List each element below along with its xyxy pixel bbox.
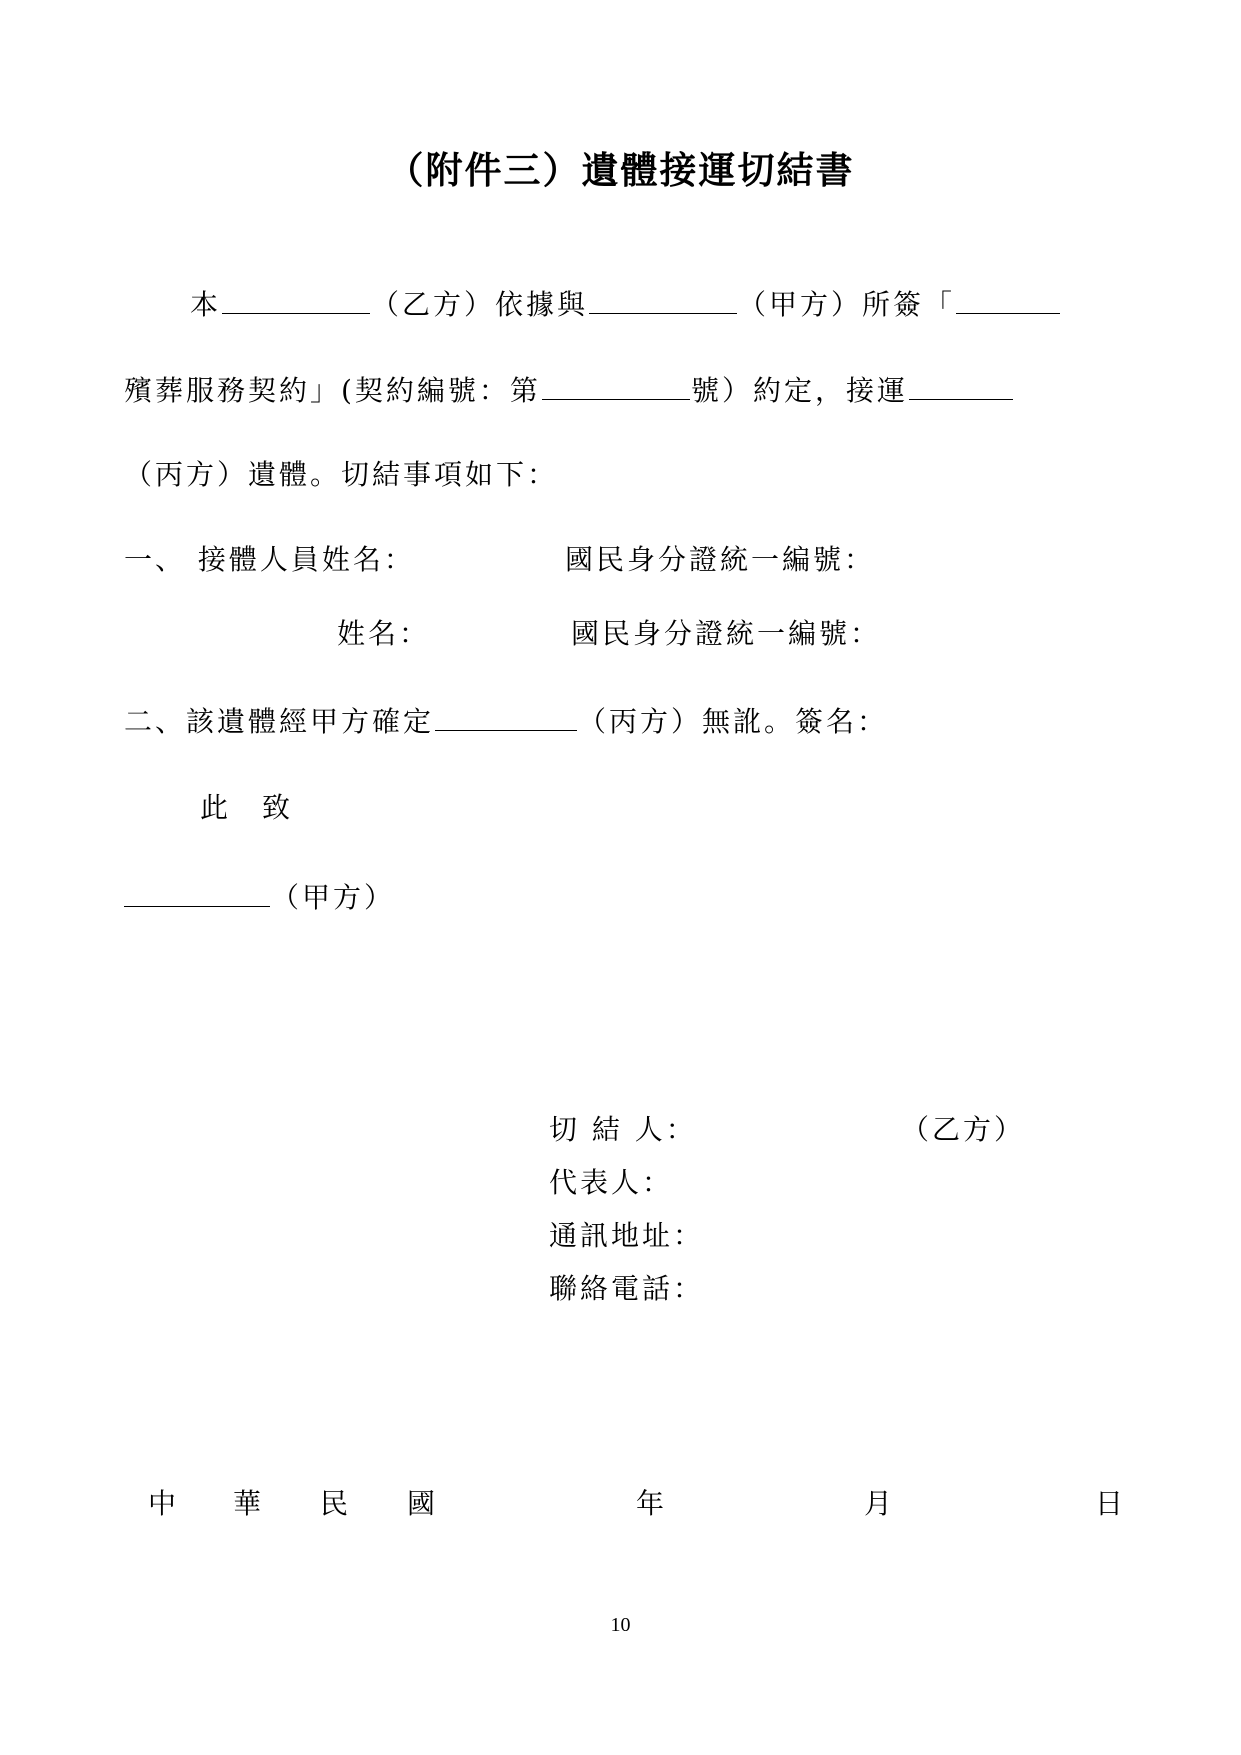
- item1-name2-label: 姓名：: [337, 617, 431, 650]
- declarant-party: （乙方）: [901, 1113, 1026, 1146]
- para1-text-1: 本: [190, 288, 222, 321]
- paragraph-line-3: [124, 455, 558, 495]
- item1-id2-label: 國民身分證統一編號：: [571, 617, 882, 650]
- paragraph-line-1: [190, 283, 1061, 325]
- declarant-label: 切 結 人：: [549, 1113, 697, 1146]
- closing-recipient: （甲方）: [271, 881, 396, 914]
- item1-id-number-label: 國民身分證統一編號：: [565, 543, 876, 576]
- item2-line: [124, 700, 888, 742]
- closing-salutation: 此 致: [200, 791, 294, 824]
- blank-contract-name[interactable]: [956, 283, 1060, 314]
- representative-label: 代表人：: [549, 1166, 674, 1199]
- blank-contract-number[interactable]: [542, 369, 690, 400]
- blank-party-a[interactable]: [589, 283, 737, 314]
- date-char-2: 華: [233, 1487, 262, 1520]
- para2-text-2: 號）約定，接運: [690, 374, 908, 407]
- date-char-3: 民: [320, 1487, 349, 1520]
- item1-receiver-name-label: 一、 接體人員姓名：: [124, 543, 415, 576]
- date-day: 日: [1095, 1487, 1124, 1520]
- date-year: 年: [636, 1487, 665, 1520]
- document-title: （附件三）遺體接運切結書: [386, 148, 855, 192]
- address-label: 通訊地址：: [549, 1219, 705, 1252]
- date-char-4: 國: [407, 1487, 436, 1520]
- date-month: 月: [864, 1487, 893, 1520]
- paragraph-line-2: [124, 369, 1014, 411]
- blank-deceased-name[interactable]: [909, 369, 1013, 400]
- blank-recipient[interactable]: [124, 876, 270, 907]
- closing-recipient-line: [124, 876, 395, 918]
- para2-text-1: 殯葬服務契約」(契約編號：第: [124, 374, 541, 407]
- page-number: 10: [610, 1614, 631, 1636]
- date-char-1: 中: [148, 1487, 177, 1520]
- para1-text-2: （乙方）依據與: [371, 288, 589, 321]
- item2-text-1: 二、該遺體經甲方確定: [124, 705, 435, 738]
- phone-label: 聯絡電話：: [549, 1272, 705, 1305]
- para3-text-1: （丙方）遺體。切結事項如下：: [124, 458, 559, 491]
- blank-party-b[interactable]: [222, 283, 370, 314]
- blank-deceased-confirm[interactable]: [435, 700, 577, 731]
- item2-text-2: （丙方）無訛。簽名：: [578, 705, 889, 738]
- para1-text-3: （甲方）所簽「: [738, 288, 956, 321]
